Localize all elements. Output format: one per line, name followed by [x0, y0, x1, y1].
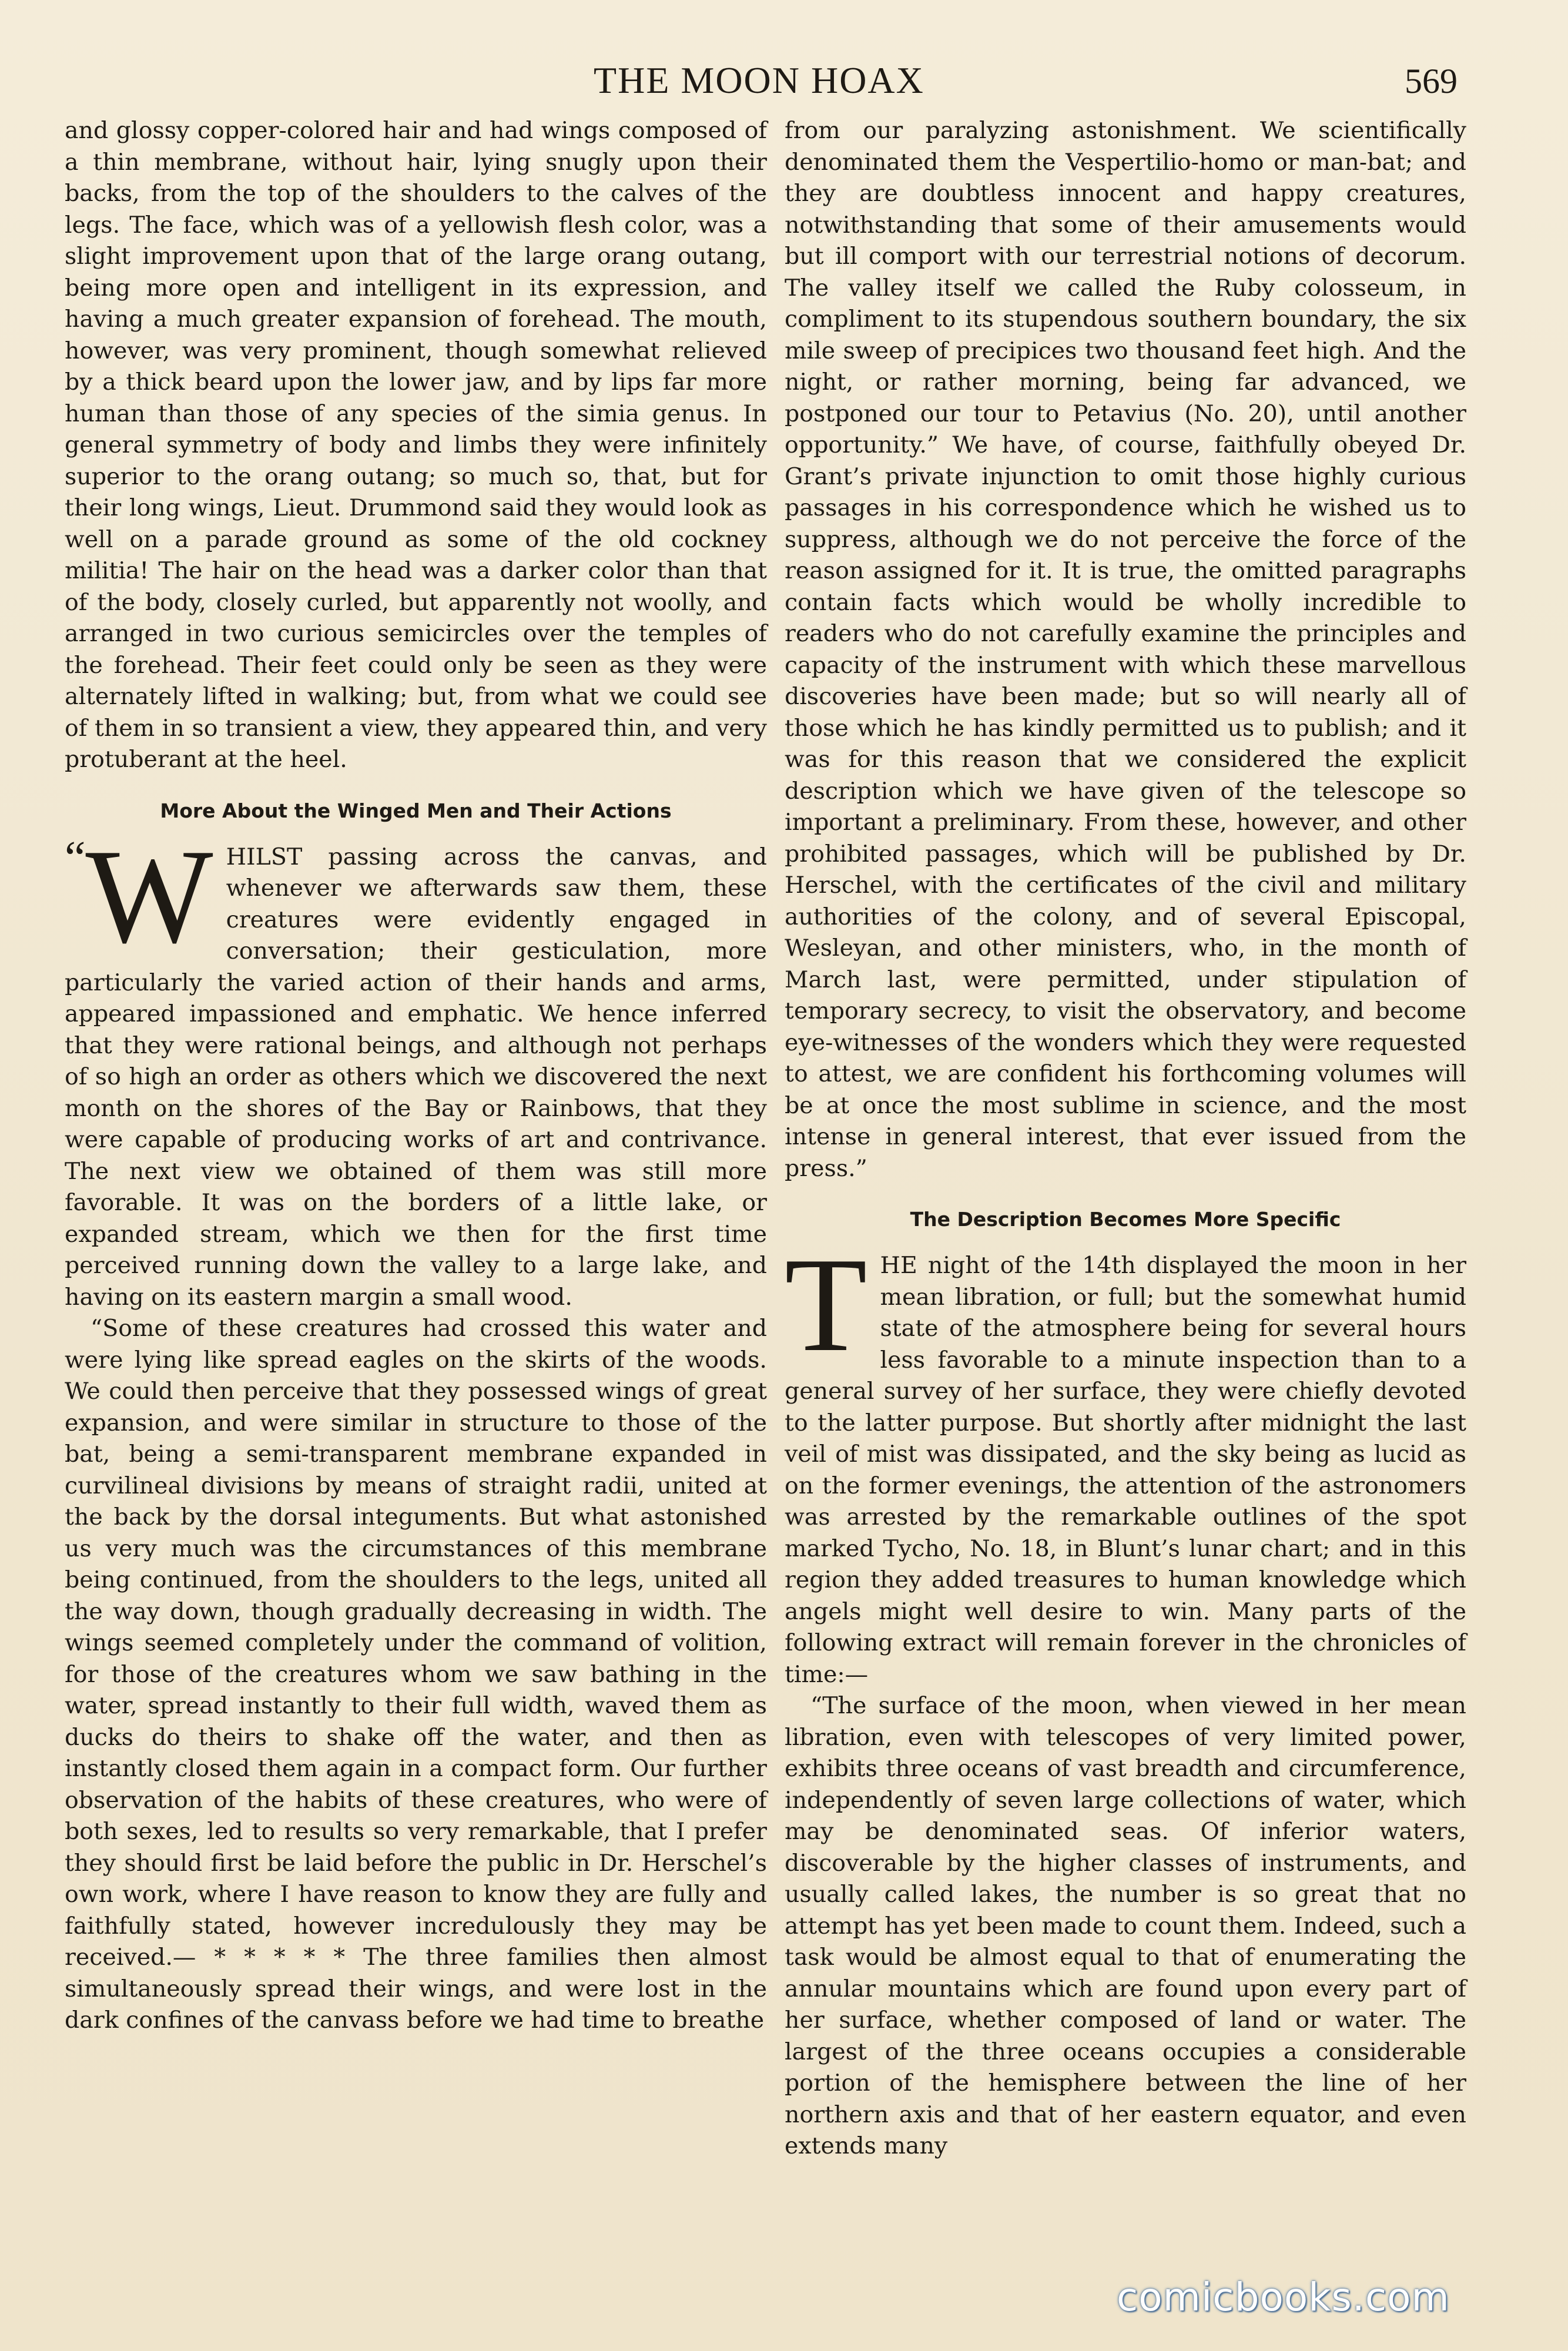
section-subheading: More About the Winged Men and Their Actions — [160, 799, 672, 822]
paragraph: and glossy copper-colored hair and had wings composed of a thin membrane, without hair, lying snugly upon their backs, from the top of the shoulders to the calves of the legs. The face, which was of a yellowish flesh color, was a slight improvement upon that of the large orang outang, being more open and intelligent in its expression, and having a much greater expansion of forehead. The mouth, however, was very prominent, though somewhat relieved by a thick beard upon the lower jaw, and by lips far more human than those of any species of the simia genus. In general symmetry of body and limbs they were infinitely superior to the orang outang; so much so, that, but for their long wings, Lieut. Drummond said they would look as well on a parade ground as some of the old cockney militia! The hair on the head was a darker color than that of the body, closely curled, but apparently not woolly, and arranged in two curious semicircles over the temples of the forehead. Their feet could only be seen as they were alternately lifted in walking; but, from what we could see of them in so transient a view, they appeared thin, and very protuberant at the heel. — [65, 117, 767, 773]
running-head-title: THE MOON HOAX — [594, 59, 924, 101]
site-watermark: comicbooks.com — [1117, 2275, 1450, 2320]
drop-cap: T — [785, 1230, 867, 1379]
paragraph: “The surface of the moon, when viewed in her mean libration, even with telescopes of very limited power, exhibits three oceans of vast breadth and circumference, independently of seven large collections of water, which may be denominated seas. Of inferior waters, discoverable by the higher classes of instruments, and usually called lakes, the number is so great that no attempt has yet been made to count them. Indeed, such a task would be almost equal to that of enumerating the annular mountains which are found upon every part of her surface, whether composed of land or water. The largest of the three oceans occupies a considerable portion of the hemisphere between the line of her northern axis and that of her eastern equator, and even extends many — [785, 1692, 1466, 2159]
drop-cap: “W — [65, 820, 213, 971]
left-column — [65, 115, 767, 2037]
paragraph: from our paralyzing astonishment. We scientifically denominated them the Vespertilio-homo or man-bat; and they are doubtless innocent and happy creatures, notwithstanding that some of their amusements would but ill comport with our terrestrial notions of decorum. The valley itself we called the Ruby colosseum, in compliment to its stupendous southern boundary, the six mile sweep of precipices two thousand feet high. And the night, or rather morning, being far advanced, we postponed our tour to Petavius (No. 20), until another opportunity.” We have, of course, faithfully obeyed Dr. Grant’s private injunction to omit those highly curious passages in his correspondence which he wished us to suppress, although we do not perceive the force of the reason assigned for it. It is true, the omitted paragraphs contain facts which would be wholly incredible to readers who do not carefully examine the principles and capacity of the instrument with which these marvellous discoveries have been made; but so will nearly all of those which he has kindly permitted us to publish; and it was for this reason that we considered the explicit description which we have given of the telescope so important a preliminary. From these, however, and other prohibited passages, which will be published by Dr. Herschel, with the certificates of the civil and military authorities of the colony, and of several Episcopal, Wesleyan, and other ministers, who, in the month of March last, were permitted, under stipulation of temporary secrecy, to visit the observatory, and become eye-witnesses of the wonders which they were requested to attest, we are confident his forthcoming volumes will be at once the most sublime in science, and the most intense in general interest, that ever issued from the press.” — [785, 117, 1466, 1182]
right-column — [785, 115, 1466, 2162]
page-number: 569 — [1405, 62, 1458, 101]
section-subheading: The Description Becomes More Specific — [910, 1208, 1341, 1231]
paragraph-text: HE night of the 14th displayed the moon in her mean libration, or full; but the somewhat humid state of the atmosphere being for several hours less favorable to a minute inspection than to a general survey of her surface, they were chiefly devoted to the latter purpose. But shortly after midnight the last veil of mist was dissipated, and the sky being as lucid as on the former evenings, the attention of the astronomers was arrested by the remarkable outlines of the spot marked Tycho, No. 18, in Blunt’s lunar chart; and in this region they added treasures to human knowledge which angels might well desire to win. Many parts of the following extract will remain forever in the chronicles of time:— — [785, 1252, 1466, 1688]
paragraph: “Some of these creatures had crossed this water and were lying like spread eagles on the skirts of the woods. We could then perceive that they possessed wings of great expansion, and were similar in structure to those of the bat, being a semi-transparent membrane expanded in curvilineal divisions by means of straight radii, united at the back by the dorsal integuments. But what astonished us very much was the circumstances of this membrane being continued, from the shoulders to the legs, united all the way down, though gradually decreasing in width. The wings seemed completely under the command of volition, for those of the creatures whom we saw bathing in the water, spread instantly to their full width, waved them as ducks do theirs to shake off the water, and then as instantly closed them again in a compact form. Our further observation of the habits of these creatures, who were of both sexes, led to results so very remarkable, that I prefer they should first be laid before the public in Dr. Herschel’s own work, where I have reason to know they are fully and faithfully stated, however incredulously they may be received.— * * * * * The three families then almost simultaneously spread their wings, and were lost in the dark confines of the canvass before we had time to breathe — [65, 1315, 767, 2034]
paragraph — [785, 1230, 1466, 1690]
paragraph-text: HILST passing across the canvas, and whenever we afterwards saw them, these creatures were evidently engaged in conversation; their gesticulation, more particularly the varied action of their hands and arms, appeared impassioned and emphatic. We hence inferred that they were rational beings, and although not perhaps of so high an order as others which we discovered the next month on the shores of the Bay or Rainbows, that they were capable of producing works of art and contrivance. The next view we obtained of them was still more favorable. It was on the borders of a little lake, or expanded stream, which we then for the first time perceived running down the valley to a large lake, and having on its eastern margin a small wood. — [65, 843, 767, 1311]
paragraph — [65, 820, 767, 1314]
